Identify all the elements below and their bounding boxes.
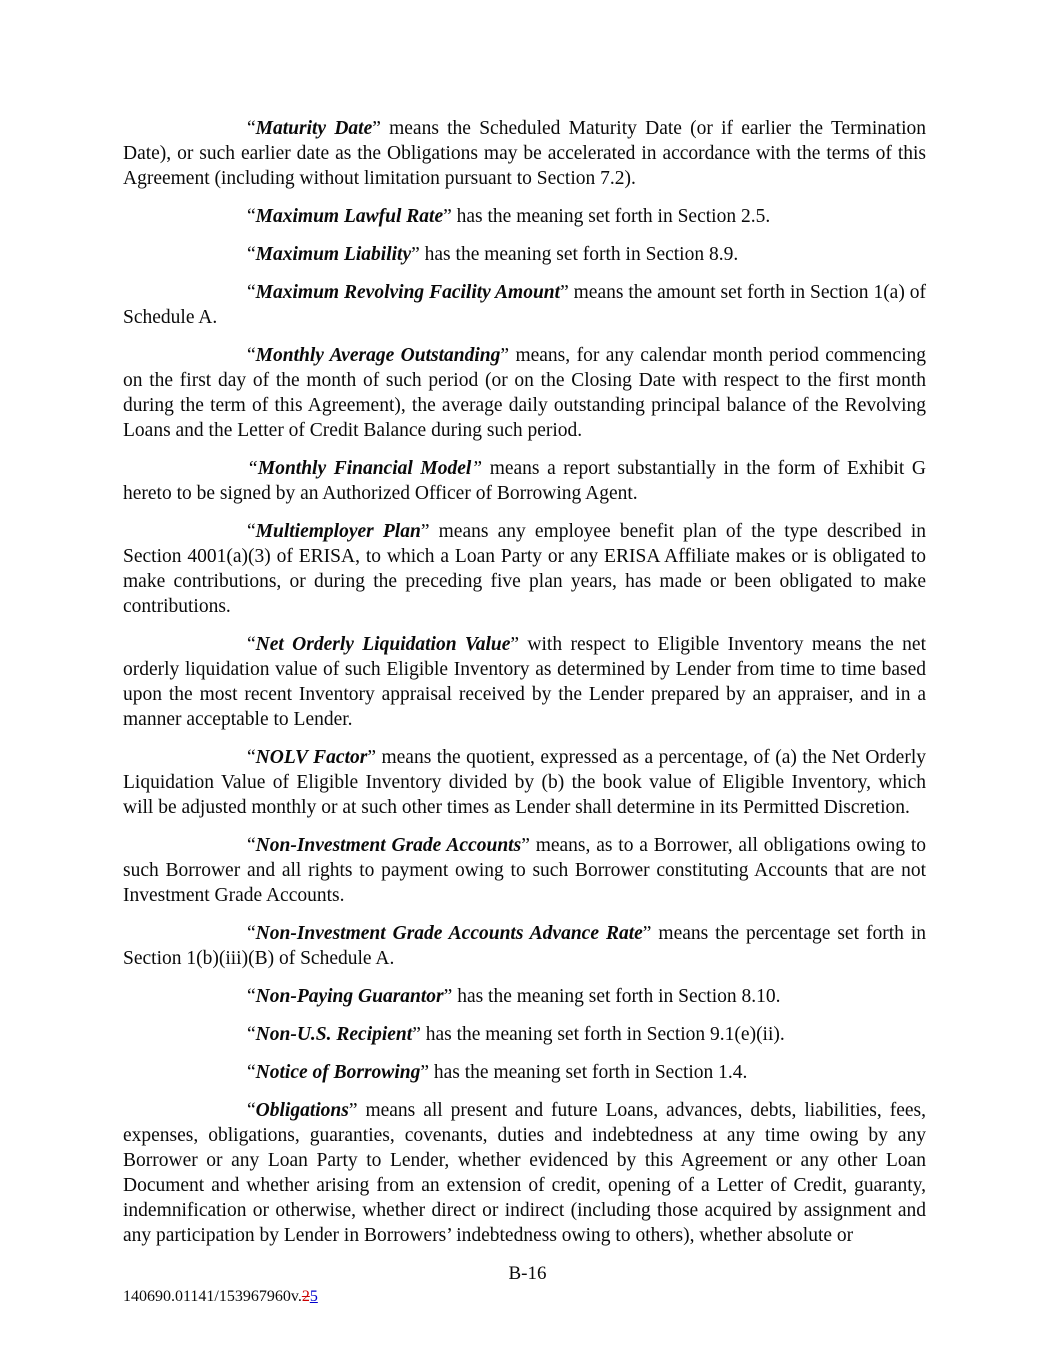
- close-quote: ”: [443, 206, 452, 227]
- defined-term: Non-Investment Grade Accounts Advance Rate: [255, 923, 643, 944]
- definition-text: has the meaning set forth in Section 8.9.: [419, 244, 739, 265]
- definition-text: has the meaning set forth in Section 2.5.: [451, 206, 771, 227]
- close-quote: ”: [411, 244, 420, 265]
- definition-paragraph: [123, 456, 926, 506]
- doc-reference-base: 140690.01141/153967960v.: [123, 1288, 302, 1305]
- deleted-version-number: 2: [301, 1288, 310, 1305]
- close-quote: ”: [367, 747, 376, 768]
- defined-term: Obligations: [255, 1100, 349, 1121]
- definition-text: means a report substantially in the form of Exhibit G hereto to be signed by an Authorized Officer of Borrowing Agent.: [123, 458, 926, 504]
- close-quote: ”: [372, 118, 381, 139]
- open-quote: “: [247, 747, 256, 768]
- defined-term: Multiemployer Plan: [255, 521, 421, 542]
- close-quote: ”: [500, 345, 510, 366]
- open-quote: “: [247, 1024, 256, 1045]
- definition-text: means the quotient, expressed as a percentage, of (a) the Net Orderly Liquidation Value of Eligible Inventory divided by (b) the book value of Eligible Inventory, which will be adjusted monthly or at such other times as Lender shall determine in its Permitted Discretion.: [123, 747, 926, 818]
- definition-paragraph: [123, 833, 926, 908]
- definition-text: has the meaning set forth in Section 9.1(e)(ii).: [420, 1024, 785, 1045]
- open-quote: “: [247, 923, 256, 944]
- close-quote: ”: [560, 282, 569, 303]
- definition-paragraph: [123, 519, 926, 619]
- definition-paragraph: [123, 1060, 926, 1085]
- definition-text: has the meaning set forth in Section 1.4.: [429, 1062, 748, 1083]
- defined-term: Notice of Borrowing: [255, 1062, 421, 1083]
- open-quote: “: [247, 835, 256, 856]
- close-quote: ”: [443, 986, 453, 1007]
- open-quote: “: [247, 345, 256, 366]
- definition-paragraph: [123, 242, 926, 267]
- open-quote: “: [247, 244, 256, 265]
- definition-text: has the meaning set forth in Section 8.10.: [452, 986, 781, 1007]
- definition-text: means the percentage set forth in Section 1(b)(iii)(B) of Schedule A.: [123, 923, 926, 969]
- defined-term: Non-Paying Guarantor: [255, 986, 444, 1007]
- defined-term: Non-U.S. Recipient: [255, 1024, 413, 1045]
- definition-paragraph: [123, 984, 926, 1009]
- open-quote: “: [247, 1062, 256, 1083]
- doc-reference: [123, 1287, 318, 1306]
- defined-term: Maximum Lawful Rate: [255, 206, 444, 227]
- inserted-version-number: 5: [309, 1288, 318, 1305]
- open-quote: “: [247, 458, 258, 479]
- definition-text: means all present and future Loans, advances, debts, liabilities, fees, expenses, obligations, guaranties, covenants, duties and indebtedness at any time owing by any Borrower or any Loan Party to Lender, whether evidenced by this Agreement or any other Loan Document and whether arising from an extension of credit, opening of a Letter of Credit, guaranty, indemnification or otherwise, whether direct or indirect (including those acquired by assignment and any participation by Lender in Borrowers’ indebtedness owing to others), whether absolute or: [123, 1100, 926, 1246]
- page-number: B-16: [508, 1263, 547, 1284]
- definition-paragraph: [123, 280, 926, 330]
- open-quote: “: [247, 986, 256, 1007]
- open-quote: “: [247, 1100, 256, 1121]
- defined-term: NOLV Factor: [255, 747, 368, 768]
- definition-text: means the Scheduled Maturity Date (or if earlier the Termination Date), or such earlier date as the Obligations may be accelerated in accordance with the terms of this Agreement (including without limitation pursuant to Section 7.2).: [123, 118, 926, 189]
- definition-text: means any employee benefit plan of the type described in Section 4001(a)(3) of ERISA, to which a Loan Party or any ERISA Affiliate makes or is obligated to make contributions, or during the preceding five plan years, has made or been obligated to make contributions.: [123, 521, 926, 617]
- open-quote: “: [247, 634, 256, 655]
- close-quote: ”: [412, 1024, 421, 1045]
- close-quote: ”: [471, 458, 483, 479]
- definition-text: with respect to Eligible Inventory means the net orderly liquidation value of such Eligible Inventory as determined by Lender from time to time based upon the most recent Inventory appraisal received by the Lender prepared by an appraiser, and in a manner acceptable to Lender.: [123, 634, 927, 730]
- open-quote: “: [247, 118, 256, 139]
- open-quote: “: [247, 282, 256, 303]
- close-quote: ”: [642, 923, 652, 944]
- defined-term: Net Orderly Liquidation Value: [255, 634, 511, 655]
- definition-paragraph: [123, 632, 926, 732]
- defined-term: Monthly Average Outstanding: [255, 345, 501, 366]
- definition-paragraph: [123, 204, 926, 229]
- defined-term: Non-Investment Grade Accounts: [255, 835, 522, 856]
- definition-text: means, as to a Borrower, all obligations owing to such Borrower and all rights to payment owing to such Borrower constituting Accounts that are not Investment Grade Accounts.: [123, 835, 927, 906]
- defined-term: Monthly Financial Model: [257, 458, 472, 479]
- open-quote: “: [247, 206, 256, 227]
- definition-paragraph: [123, 116, 926, 191]
- definition-paragraph: [123, 343, 926, 443]
- defined-term: Maximum Liability: [255, 244, 412, 265]
- definition-text: means, for any calendar month period commencing on the first day of the month of such period (or on the Closing Date with respect to the first month during the term of this Agreement), the average daily outstanding principal balance of the Revolving Loans and the Letter of Credit Balance during such period.: [123, 345, 926, 441]
- close-quote: ”: [521, 835, 530, 856]
- close-quote: ”: [420, 521, 430, 542]
- document-body: [123, 116, 926, 1261]
- definition-paragraph: [123, 745, 926, 820]
- definition-text: means the amount set forth in Section 1(a) of Schedule A.: [123, 282, 926, 328]
- definition-paragraph: [123, 1098, 926, 1248]
- close-quote: ”: [420, 1062, 429, 1083]
- definition-paragraph: [123, 1022, 926, 1047]
- definition-paragraph: [123, 921, 926, 971]
- defined-term: Maximum Revolving Facility Amount: [255, 282, 561, 303]
- open-quote: “: [247, 521, 256, 542]
- close-quote: ”: [510, 634, 520, 655]
- close-quote: ”: [348, 1100, 358, 1121]
- defined-term: Maturity Date: [255, 118, 373, 139]
